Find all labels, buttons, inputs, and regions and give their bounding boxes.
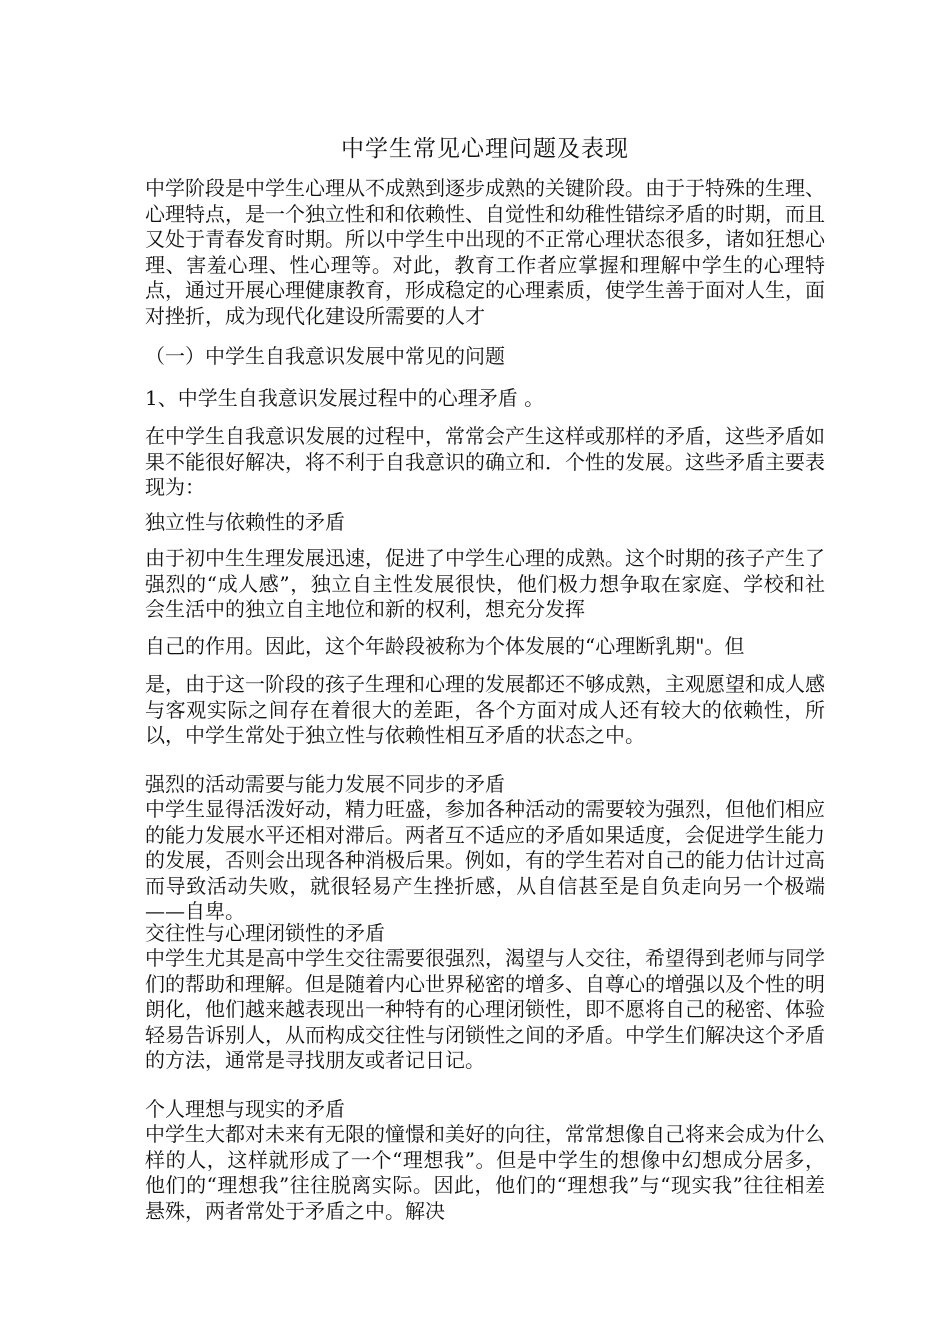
intro-paragraph: 中学阶段是中学生心理从不成熟到逐步成熟的关键阶段。由于于特殊的生理、心理特点，是一个独立性和和依赖性、自觉性和幼稚性错综矛盾的时期，而且又处于青春发育时期。所以中学生中出现的不正常心理状态很多，诸如狂想心理、害羞心理、性心理等。对此，教育工作者应掌握和理解中学生的心理特点，通过开展心理健康教育，形成稳定的心理素质，使学生善于面对人生，面对挫折，成为现代化建设所需要的人才 — [145, 176, 825, 328]
document-title: 中学生常见心理问题及表现 — [341, 136, 629, 162]
topic-heading-social: 交往性与心理闭锁性的矛盾 — [145, 921, 385, 945]
body-paragraph-activity: 中学生显得活泼好动，精力旺盛，参加各种活动的需要较为强烈，但他们相应的能力发展水平还相对滞后。两者互不适应的矛盾如果适度，会促进学生能力的发展，否则会出现各种消极后果。例如，有的学生若对自己的能力估计过高而导致活动失败，就很轻易产生挫折感，从自信甚至是自负走向另一个极端——自卑。 — [145, 797, 825, 924]
body-paragraph: 在中学生自我意识发展的过程中，常常会产生这样或那样的矛盾，这些矛盾如果不能很好解决，将不利于自我意识的确立和．个性的发展。这些矛盾主要表现为： — [145, 424, 825, 500]
topic-heading-ideal: 个人理想与现实的矛盾 — [145, 1097, 345, 1121]
body-paragraph-social: 中学生尤其是高中学生交往需要很强烈，渴望与人交往，希望得到老师与同学们的帮助和理解。但是随着内心世界秘密的增多、自尊心的增强以及个性的明朗化，他们越来越表现出一种特有的心理闭锁性，即不愿将自己的秘密、体验轻易告诉别人，从而构成交往性与闭锁性之间的矛盾。中学生们解决这个矛盾的方法，通常是寻找朋友或者记日记。 — [145, 946, 825, 1073]
body-paragraph-ideal: 中学生大都对未来有无限的憧憬和美好的向往，常常想像自己将来会成为什么样的人，这样就形成了一个“理想我”。但是中学生的想像中幻想成分居多，他们的“理想我”往往脱离实际。因此，他们的“理想我”与“现实我”往往相差悬殊，两者常处于矛盾之中。解决 — [145, 1122, 825, 1223]
topic-heading-independence: 独立性与依赖性的矛盾 — [145, 510, 345, 534]
body-paragraph-independence-part2: 自己的作用。因此，这个年龄段被称为个体发展的“心理断乳期"。但 — [145, 634, 745, 658]
body-paragraph-independence-part3: 是，由于这一阶段的孩子生理和心理的发展都还不够成熟，主观愿望和成人感与客观实际之间存在着很大的差距，各个方面对成人还有较大的依赖性，所以，中学生常处于独立性与依赖性相互矛盾的状态之中。 — [145, 672, 825, 748]
topic-heading-activity: 强烈的活动需要与能力发展不同步的矛盾 — [145, 772, 505, 796]
body-paragraph-independence-part1: 由于初中生生理发展迅速，促进了中学生心理的成熟。这个时期的孩子产生了强烈的“成人感”，独立自主性发展很快，他们极力想争取在家庭、学校和社会生活中的独立自主地位和新的权利，想充分发挥 — [145, 546, 825, 622]
subheading: 1、中学生自我意识发展过程中的心理矛盾 。 — [145, 386, 545, 410]
section-heading: （一）中学生自我意识发展中常见的问题 — [145, 344, 505, 368]
